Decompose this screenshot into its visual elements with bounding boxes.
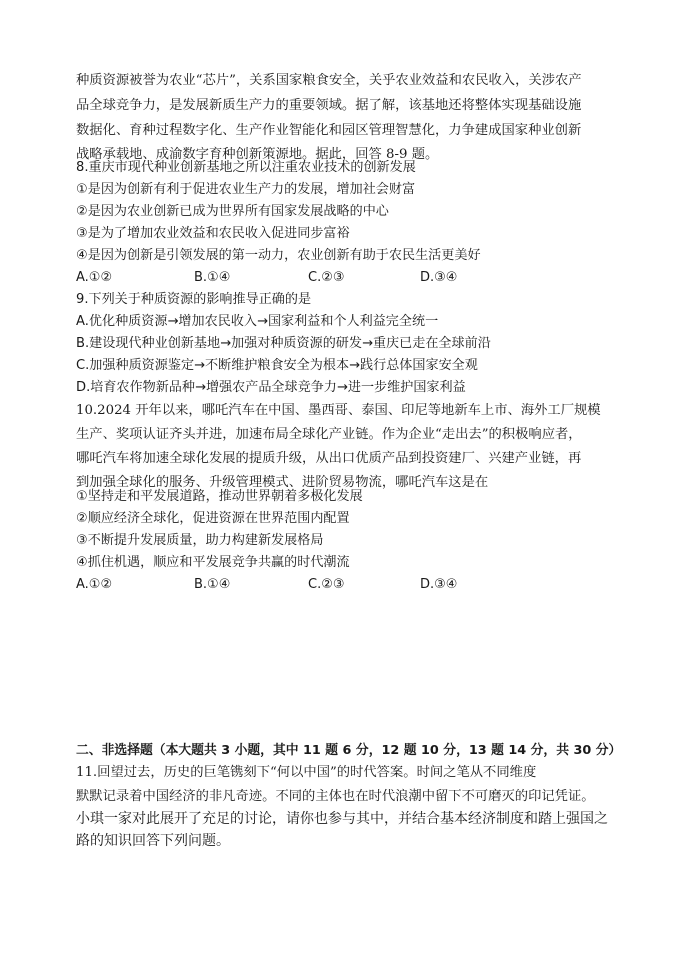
- passage-line: 品全球竞争力，是发展新质生产力的重要领域。据了解，该基地还将整体实现基础设施: [76, 98, 582, 113]
- q10-options: [76, 575, 636, 595]
- q10-stem-line: 哪吒汽车将加速全球化发展的提质升级，从出口优质产品到投资建厂、兴建产业链，再: [76, 451, 582, 466]
- q10-stem-line: 10.2024 开年以来，哪吒汽车在中国、墨西哥、泰国、印尼等地新车上市、海外工厂规模: [76, 403, 601, 418]
- q8-statement: ③是为了增加农业效益和农民收入促进同步富裕: [76, 226, 350, 241]
- q10-statement: ④抓住机遇，顺应和平发展竞争共赢的时代潮流: [76, 555, 350, 570]
- q8-statement: ①是因为创新有利于促进农业生产力的发展，增加社会财富: [76, 182, 416, 197]
- q10-option-b[interactable]: B.①④: [194, 577, 231, 592]
- q10-option-a[interactable]: A.①②: [76, 577, 113, 592]
- q10-stem-line: 到加强全球化的服务、升级管理模式、进阶贸易物流，哪吒汽车这是在: [76, 475, 489, 490]
- q8-statement: ②是因为农业创新已成为世界所有国家发展战略的中心: [76, 204, 389, 219]
- q9-option-c[interactable]: C.加强种质资源鉴定→不断维护粮食安全为根本→践行总体国家安全观: [76, 358, 478, 373]
- q11-line: 路的知识回答下列问题。: [76, 833, 230, 849]
- q11-line: 小琪一家对此展开了充足的讨论，请你也参与其中，并结合基本经济制度和踏上强国之: [76, 811, 608, 827]
- q8-options: [76, 268, 636, 288]
- q9-option-d[interactable]: D.培育农作物新品种→增强农产品全球竞争力→进一步维护国家利益: [76, 380, 466, 395]
- q8-option-a[interactable]: A.①②: [76, 270, 113, 285]
- q8-option-d[interactable]: D.③④: [420, 270, 458, 285]
- q8-statement: ④是因为创新是引领发展的第一动力，农业创新有助于农民生活更美好: [76, 248, 481, 263]
- q9-option-a[interactable]: A.优化种质资源→增加农民收入→国家利益和个人利益完全统一: [76, 314, 439, 329]
- q10-option-c[interactable]: C.②③: [308, 577, 345, 592]
- q8-stem: 8.重庆市现代种业创新基地之所以注重农业技术的创新发展: [76, 160, 416, 175]
- passage-line: 种质资源被誉为农业“芯片”，关系国家粮食安全，关乎农业效益和农民收入，关涉农产: [76, 73, 582, 88]
- q8-option-c[interactable]: C.②③: [308, 270, 345, 285]
- q10-statement: ③不断提升发展质量，助力构建新发展格局: [76, 533, 324, 548]
- q10-statement: ①坚持走和平发展道路，推动世界朝着多极化发展: [76, 489, 363, 504]
- q8-option-b[interactable]: B.①④: [194, 270, 231, 285]
- q11-line: 11.回望过去，历史的巨笔镌刻下“何以中国”的时代答案。时间之笔从不同维度: [76, 765, 537, 780]
- q10-option-d[interactable]: D.③④: [420, 577, 458, 592]
- passage-line: 数据化、育种过程数字化、生产作业智能化和园区管理智慧化，力争建成国家种业创新: [76, 123, 582, 138]
- q9-stem: 9.下列关于种质资源的影响推导正确的是: [76, 292, 312, 307]
- passage-line: 战略承载地、成渝数字育种创新策源地。据此，回答 8-9 题。: [76, 147, 439, 162]
- section2-heading: 二、非选择题（本大题共 3 小题，其中 11 题 6 分，12 题 10 分，13 题 14 分，共 30 分）: [76, 743, 622, 758]
- q10-stem-line: 生产、奖项认证齐头并进，加速布局全球化产业链。作为企业“走出去”的积极响应者，: [76, 427, 582, 442]
- q10-statement: ②顺应经济全球化，促进资源在世界范围内配置: [76, 511, 350, 526]
- q11-line: 默默记录着中国经济的非凡奇迹。不同的主体也在时代浪潮中留下不可磨灭的印记凭证。: [76, 789, 595, 804]
- q9-option-b[interactable]: B.建设现代种业创新基地→加强对种质资源的研发→重庆已走在全球前沿: [76, 336, 491, 351]
